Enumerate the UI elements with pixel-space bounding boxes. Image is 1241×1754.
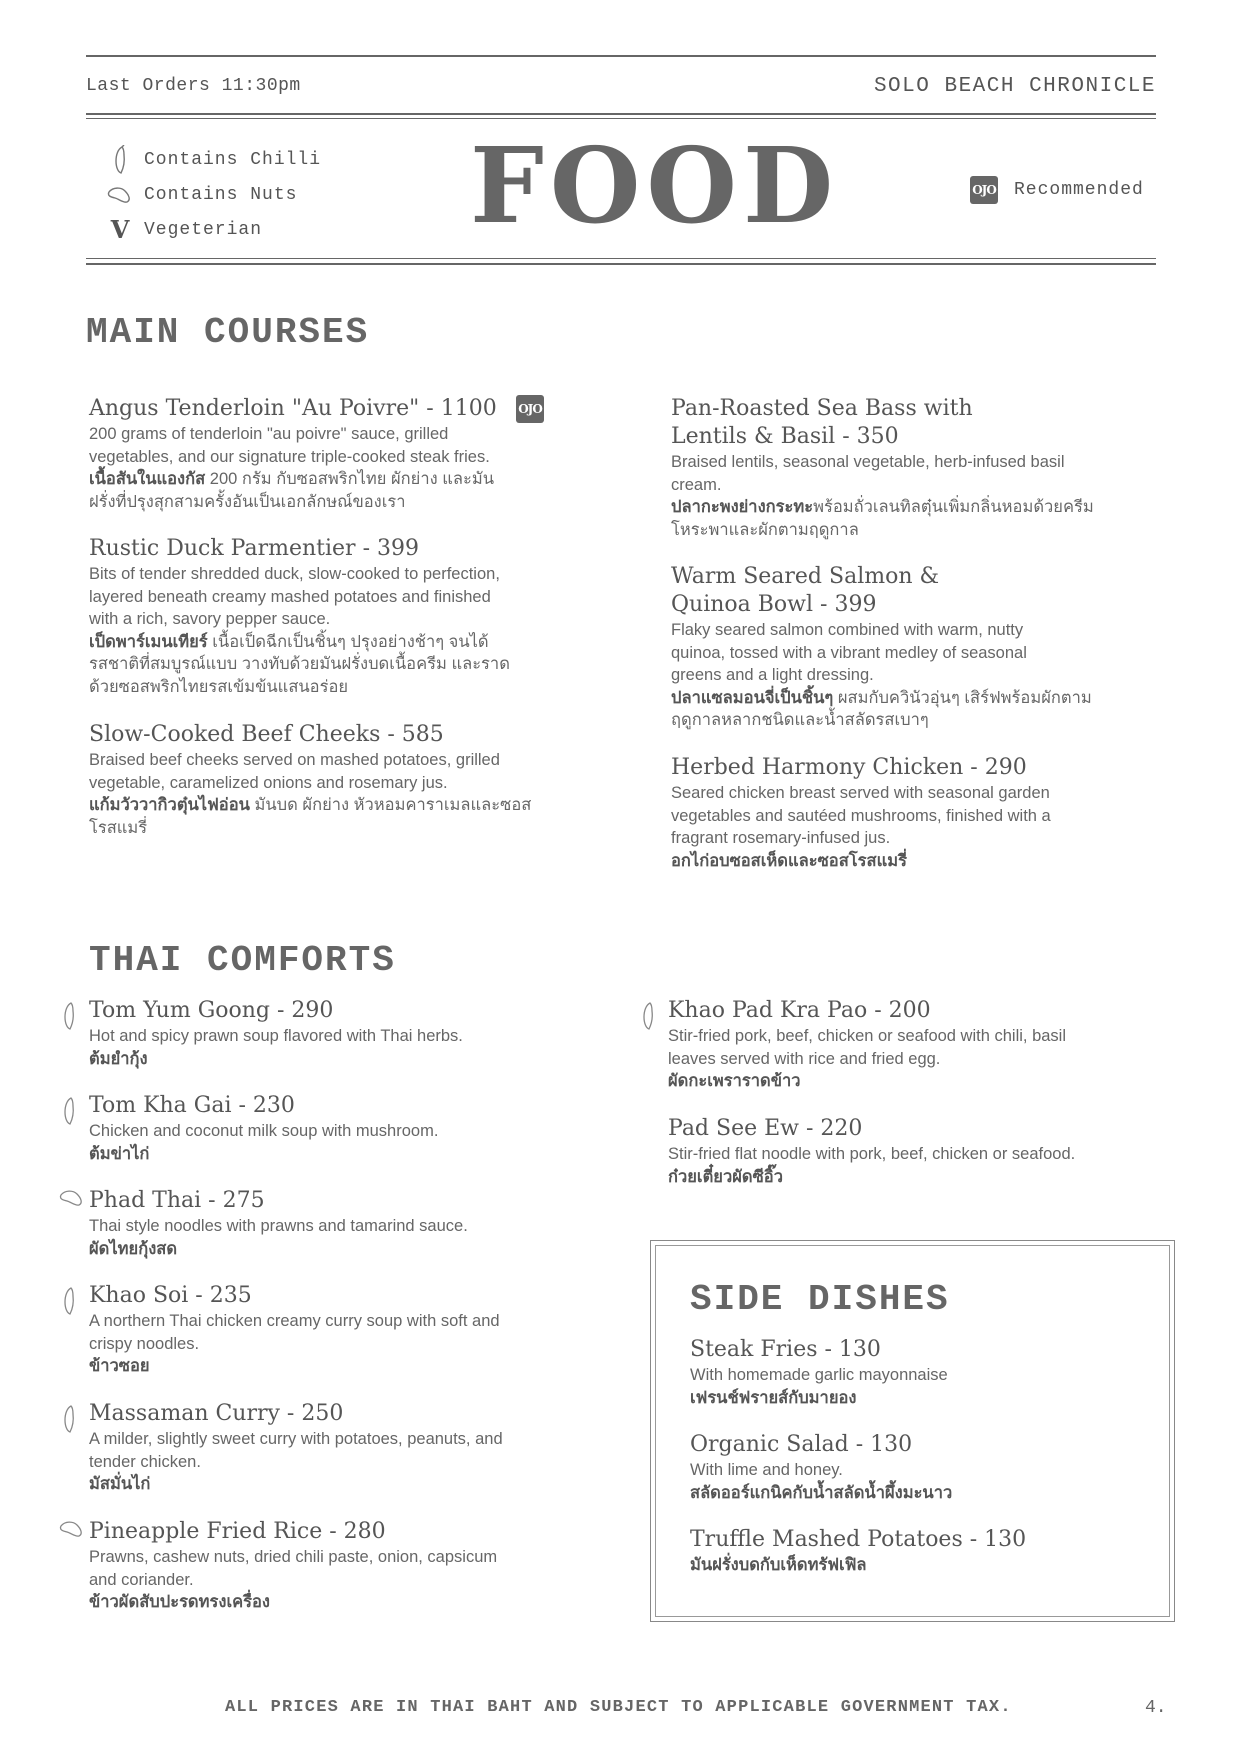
item-thai: โรสแมรี่ bbox=[89, 818, 148, 837]
item-desc: With lime and honey. bbox=[690, 1461, 843, 1479]
page-number: 4. bbox=[1145, 1698, 1167, 1718]
item-desc: vegetables and sautéed mushrooms, finished with a bbox=[671, 806, 1051, 825]
nut-icon bbox=[59, 1520, 85, 1543]
recommended-legend bbox=[970, 176, 1144, 204]
item-desc: 200 grams of tenderloin "au poivre" sauce, grilled bbox=[89, 425, 449, 443]
item-thai-desc: 200 กรัม กับซอสพริกไทย ผักย่าง และมัน bbox=[205, 470, 494, 488]
side-dishes-title: SIDE DISHES bbox=[690, 1279, 950, 1320]
chilli-icon bbox=[59, 1096, 79, 1131]
item-thai-name: เนื้อสันในแองกัส bbox=[89, 470, 206, 488]
header-strip bbox=[86, 66, 1156, 106]
item-desc: quinoa, tossed with a vibrant medley of seasonal bbox=[671, 643, 1027, 662]
item-desc: Prawns, cashew nuts, dried chili paste, onion, capsicum bbox=[89, 1548, 498, 1566]
menu-item bbox=[89, 1400, 609, 1496]
item-name: Truffle Mashed Potatoes - 130 bbox=[690, 1527, 1027, 1552]
chilli-icon bbox=[59, 1286, 79, 1321]
item-name: Tom Kha Gai - 230 bbox=[89, 1093, 295, 1118]
item-thai: ต้มยำกุ้ง bbox=[89, 1049, 148, 1068]
legend bbox=[106, 142, 321, 247]
last-orders-text: Last Orders 11:30pm bbox=[86, 76, 301, 96]
item-name: Lentils & Basil - 350 bbox=[671, 424, 899, 449]
item-thai: ฤดูกาลหลากชนิดและน้ำสลัดรสเบาๆ bbox=[671, 711, 929, 729]
item-desc: Hot and spicy prawn soup flavored with Thai herbs. bbox=[89, 1027, 463, 1045]
item-thai: ข้าวผัดสับปะรดทรงเครื่อง bbox=[89, 1593, 270, 1611]
header-rule-2 bbox=[86, 118, 1156, 119]
item-desc: Stir-fried pork, beef, chicken or seafood with chili, basil bbox=[668, 1027, 1067, 1045]
footer-note: ALL PRICES ARE IN THAI BAHT AND SUBJECT TO APPLICABLE GOVERNMENT TAX. bbox=[225, 1698, 1012, 1717]
legend-vegetarian bbox=[106, 212, 321, 247]
nut-icon bbox=[59, 1189, 85, 1212]
side-item bbox=[690, 1431, 1150, 1504]
item-desc: leaves served with rice and fried egg. bbox=[668, 1049, 941, 1068]
item-desc: cream. bbox=[671, 475, 722, 494]
item-desc: vegetables, and our signature triple-cooked steak fries. bbox=[89, 447, 490, 466]
item-name: Slow-Cooked Beef Cheeks - 585 bbox=[89, 722, 444, 747]
menu-item bbox=[671, 563, 1161, 732]
item-thai-desc: มันบด ผักย่าง หัวหอมคาราเมลและซอส bbox=[249, 796, 532, 814]
page-title: FOOD bbox=[470, 124, 840, 247]
menu-item bbox=[89, 721, 609, 839]
legend-chilli bbox=[106, 142, 321, 177]
item-thai: ผัดไทยกุ้งสด bbox=[89, 1239, 178, 1258]
publication-name: SOLO BEACH CHRONICLE bbox=[873, 74, 1156, 98]
main-courses-title: MAIN COURSES bbox=[86, 312, 370, 353]
header-rule-4 bbox=[86, 263, 1156, 265]
item-thai-name: ปลากะพงย่างกระทะ bbox=[671, 498, 814, 516]
recommended-icon: OJO bbox=[516, 395, 544, 423]
item-thai: ก๋วยเตี๋ยวผัดซีอิ๊ว bbox=[668, 1167, 783, 1186]
item-desc: Bits of tender shredded duck, slow-cooked to perfection, bbox=[89, 565, 500, 583]
item-desc: With homemade garlic mayonnaise bbox=[690, 1366, 948, 1384]
nut-icon bbox=[106, 186, 134, 204]
menu-item bbox=[668, 997, 1168, 1093]
item-thai-name: แก้มวัววากิวตุ๋นไฟอ่อน bbox=[89, 796, 250, 814]
item-name: Khao Pad Kra Pao - 200 bbox=[668, 998, 931, 1023]
item-desc: Thai style noodles with prawns and tamarind sauce. bbox=[89, 1217, 468, 1235]
item-thai: ด้วยซอสพริกไทยรสเข้มข้นแสนอร่อย bbox=[89, 677, 349, 696]
item-desc: A milder, slightly sweet curry with potatoes, peanuts, and bbox=[89, 1430, 503, 1448]
menu-item bbox=[671, 395, 1161, 541]
item-name: Steak Fries - 130 bbox=[690, 1337, 881, 1362]
legend-nuts-label: Contains Nuts bbox=[144, 184, 298, 205]
item-name: Pad See Ew - 220 bbox=[668, 1116, 863, 1141]
item-desc: Braised beef cheeks served on mashed potatoes, grilled bbox=[89, 751, 500, 769]
menu-item bbox=[671, 754, 1161, 872]
item-thai: มัสมั่นไก่ bbox=[89, 1475, 151, 1493]
item-name: Rustic Duck Parmentier - 399 bbox=[89, 536, 419, 561]
header-rule-1 bbox=[86, 113, 1156, 115]
item-thai: เฟรนช์ฟรายส์กับมายอง bbox=[690, 1388, 857, 1407]
item-thai-name: เป็ดพาร์เมนเทียร์ bbox=[89, 632, 208, 651]
item-name: Pineapple Fried Rice - 280 bbox=[89, 1519, 386, 1544]
item-name: Warm Seared Salmon & bbox=[671, 564, 940, 589]
side-item bbox=[690, 1526, 1150, 1577]
chilli-icon bbox=[59, 1001, 79, 1036]
menu-item bbox=[89, 1187, 609, 1260]
header-rule-3 bbox=[86, 258, 1156, 259]
item-desc: Seared chicken breast served with seasonal garden bbox=[671, 784, 1050, 802]
item-name: Massaman Curry - 250 bbox=[89, 1401, 344, 1426]
item-thai: โหระพาและผักตามฤดูกาล bbox=[671, 520, 859, 539]
item-thai-desc: พร้อมถั่วเลนทิลตุ๋นเพิ่มกลิ่นหอมด้วยครีม bbox=[813, 498, 1094, 516]
side-item bbox=[690, 1336, 1150, 1409]
menu-item bbox=[668, 1115, 1168, 1188]
item-desc: with a rich, savory pepper sauce. bbox=[89, 610, 331, 628]
item-thai-desc: เนื้อเป็ดฉีกเป็นชิ้นๆ ปรุงอย่างช้าๆ จนได้ bbox=[207, 632, 489, 651]
item-thai: ฝรั่งที่ปรุงสุกสามครั้งอันเป็นเอกลักษณ์ของเรา bbox=[89, 492, 406, 511]
item-thai bbox=[89, 794, 609, 817]
item-thai: มันฝรั่งบดกับเห็ดทรัฟเฟิล bbox=[690, 1556, 867, 1574]
item-desc: tender chicken. bbox=[89, 1452, 201, 1471]
item-thai: ต้มข่าไก่ bbox=[89, 1144, 150, 1163]
item-name: Organic Salad - 130 bbox=[690, 1432, 913, 1457]
item-desc: A northern Thai chicken creamy curry soup with soft and bbox=[89, 1312, 500, 1330]
menu-item bbox=[89, 1282, 609, 1378]
item-desc: crispy noodles. bbox=[89, 1334, 200, 1353]
item-name: Khao Soi - 235 bbox=[89, 1283, 252, 1308]
item-desc: and coriander. bbox=[89, 1570, 194, 1589]
item-desc: vegetable, caramelized onions and rosemary jus. bbox=[89, 773, 448, 792]
chilli-icon bbox=[59, 1404, 79, 1439]
item-thai bbox=[671, 496, 1161, 519]
menu-item bbox=[89, 1518, 609, 1614]
legend-vegetarian-label: Vegeterian bbox=[144, 219, 263, 240]
menu-item bbox=[89, 1092, 609, 1165]
item-name: Pan-Roasted Sea Bass with bbox=[671, 396, 973, 421]
legend-chilli-label: Contains Chilli bbox=[144, 149, 322, 170]
item-name: Quinoa Bowl - 399 bbox=[671, 592, 877, 617]
item-desc: greens and a light dressing. bbox=[671, 666, 874, 684]
vegetarian-icon: V bbox=[110, 215, 130, 244]
item-name: Angus Tenderloin "Au Poivre" - 1100 bbox=[89, 396, 497, 421]
recommended-icon: OJO bbox=[970, 176, 998, 204]
recommended-label: Recommended bbox=[1014, 180, 1144, 200]
item-thai bbox=[671, 687, 1161, 710]
item-name: Phad Thai - 275 bbox=[89, 1188, 265, 1213]
item-thai bbox=[89, 631, 609, 654]
item-thai-desc: ผสมกับควินัวอุ่นๆ เสิร์ฟพร้อมผักตาม bbox=[833, 688, 1092, 707]
thai-comforts-title: THAI COMFORTS bbox=[89, 940, 396, 981]
item-thai-name: ปลาแซลมอนจี่เป็นชิ้นๆ bbox=[671, 688, 834, 707]
menu-item bbox=[89, 395, 609, 513]
menu-item bbox=[89, 997, 609, 1070]
item-name: Tom Yum Goong - 290 bbox=[89, 998, 334, 1023]
item-name: Herbed Harmony Chicken - 290 bbox=[671, 755, 1027, 780]
menu-item bbox=[89, 535, 609, 698]
item-thai: สลัดออร์แกนิคกับน้ำสลัดน้ำผึ้งมะนาว bbox=[690, 1483, 953, 1502]
item-desc: Chicken and coconut milk soup with mushroom. bbox=[89, 1122, 439, 1140]
item-thai: รสชาติที่สมบูรณ์แบบ วางทับด้วยมันฝรั่งบดเนื้อครีม และราด bbox=[89, 655, 510, 673]
item-thai bbox=[89, 468, 609, 491]
chilli-icon bbox=[638, 1001, 658, 1036]
item-desc: Stir-fried flat noodle with pork, beef, chicken or seafood. bbox=[668, 1145, 1076, 1163]
item-thai: อกไก่อบซอสเห็ดและซอสโรสแมรี่ bbox=[671, 851, 907, 870]
item-thai: ผัดกะเพราราดข้าว bbox=[668, 1072, 801, 1090]
item-thai: ข้าวซอย bbox=[89, 1357, 150, 1375]
item-desc: Flaky seared salmon combined with warm, nutty bbox=[671, 621, 1024, 639]
item-desc: fragrant rosemary-infused jus. bbox=[671, 829, 891, 847]
header-top-rule bbox=[86, 55, 1156, 57]
chilli-icon bbox=[106, 145, 134, 175]
item-desc: layered beneath creamy mashed potatoes and finished bbox=[89, 587, 491, 606]
legend-nuts bbox=[106, 177, 321, 212]
item-desc: Braised lentils, seasonal vegetable, herb-infused basil bbox=[671, 453, 1065, 471]
